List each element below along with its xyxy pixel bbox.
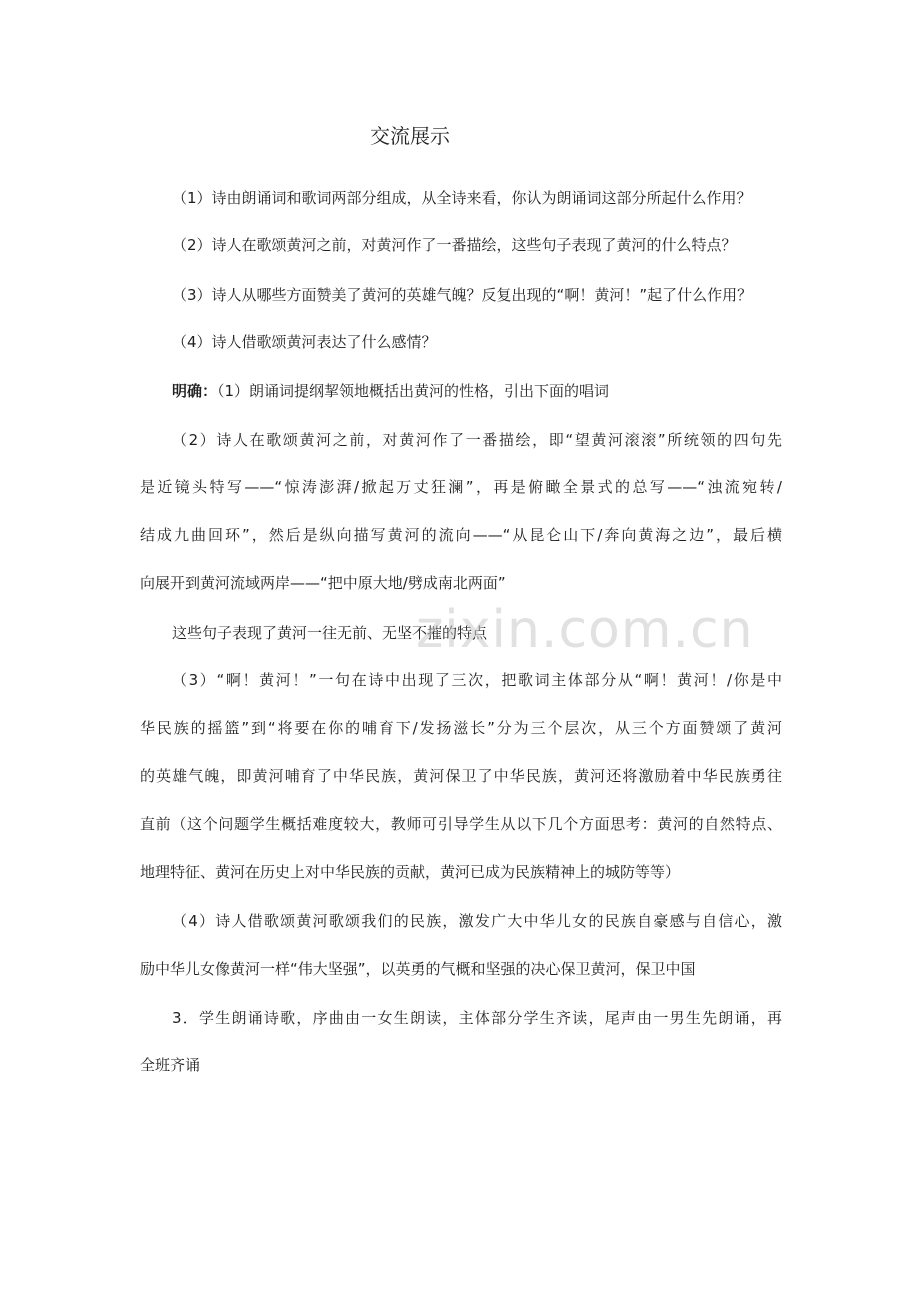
question-3: （3）诗人从哪些方面赞美了黄河的英雄气魄？反复出现的“啊！黄河！”起了什么作用？	[172, 286, 753, 304]
question-1: （1）诗由朗诵词和歌词两部分组成，从全诗来看，你认为朗诵词这部分所起什么作用？	[172, 189, 752, 207]
answer-4-line-1: （4）诗人借歌颂黄河歌颂我们的民族，激发广大中华儿女的民族自豪感与自信心，激	[172, 912, 782, 930]
answer-3-line-1: （3）“啊！黄河！”一句在诗中出现了三次，把歌词主体部分从“啊！黄河！/你是中	[172, 671, 782, 689]
answer-3-line-3: 的英雄气魄，即黄河哺育了中华民族，黄河保卫了中华民族，黄河还将激励着中华民族勇往	[140, 767, 782, 785]
answer-2-line-2: 是近镜头特写——“惊涛澎湃/掀起万丈狂澜”，再是俯瞰全景式的总写——“浊流宛转/	[140, 478, 782, 496]
answer-1-text: （1）朗诵词提纲挈领地概括出黄河的性格，引出下面的唱词	[217, 382, 610, 400]
answer-2-summary: 这些句子表现了黄河一往无前、无坚不摧的特点	[172, 624, 488, 642]
step-3-line-1: 3．学生朗诵诗歌，序曲由一女生朗读，主体部分学生齐读，尾声由一男生先朗诵，再	[172, 1009, 782, 1027]
answer-4-line-2: 励中华儿女像黄河一样“伟大坚强”，以英勇的气概和坚强的决心保卫黄河，保卫中国	[140, 960, 696, 978]
answer-3-line-4: 直前（这个问题学生概括难度较大，教师可引导学生从以下几个方面思考：黄河的自然特点、	[140, 815, 782, 833]
watermark: zixin.com.cn	[416, 600, 754, 660]
answer-2-line-4: 向展开到黄河流域两岸——“把中原大地/劈成南北两面”	[140, 574, 506, 592]
answer-2-line-3: 结成九曲回环”，然后是纵向描写黄河的流向——“从昆仑山下/奔向黄海之边”，最后横	[140, 526, 782, 544]
step-3-line-2: 全班齐诵	[140, 1056, 201, 1074]
answer-1-line	[172, 379, 814, 403]
answer-3-line-5: 地理特征、黄河在历史上对中华民族的贡献，黄河已成为民族精神上的城防等等）	[140, 863, 681, 881]
answer-label: 明确：	[172, 382, 218, 400]
question-2: （2）诗人在歌颂黄河之前，对黄河作了一番描绘，这些句子表现了黄河的什么特点？	[172, 236, 737, 254]
answer-2-line-1: （2）诗人在歌颂黄河之前，对黄河作了一番描绘，即“望黄河滚滚”所统领的四句先	[172, 431, 782, 449]
question-4: （4）诗人借歌颂黄河表达了什么感情？	[172, 333, 437, 351]
answer-3-line-2: 华民族的摇篮”到“将要在你的哺育下/发扬滋长”分为三个层次，从三个方面赞颂了黄河	[140, 719, 782, 737]
section-title: 交流展示	[370, 124, 450, 148]
